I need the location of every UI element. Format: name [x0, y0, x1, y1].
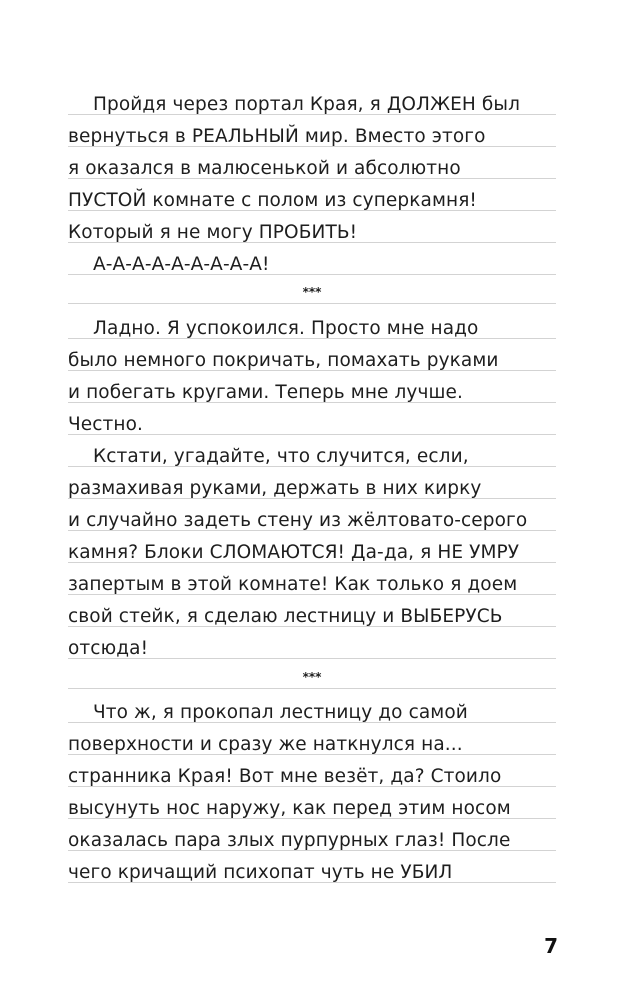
- text-line: чего кричащий психопат чуть не УБИЛ: [68, 862, 453, 883]
- text-line: Который я не могу ПРОБИТЬ!: [68, 222, 358, 243]
- scene-separator: ***: [302, 670, 322, 684]
- text-line: Что ж, я прокопал лестницу до самой: [93, 702, 468, 723]
- text-line: запертым в этой комнате! Как только я доем: [68, 574, 518, 595]
- text-line: поверхности и сразу же наткнулся на...: [68, 734, 463, 755]
- text-line: и побегать кругами. Теперь мне лучше.: [68, 382, 463, 403]
- text-line: размахивая руками, держать в них кирку: [68, 478, 482, 499]
- text-line: А-А-А-А-А-А-А-А-А!: [93, 254, 270, 275]
- text-line: камня? Блоки СЛОМАЮТСЯ! Да-да, я НЕ УМРУ: [68, 542, 520, 563]
- text-line: высунуть нос наружу, как перед этим носом: [68, 798, 511, 819]
- ruled-line: [68, 303, 556, 304]
- text-line: я оказался в малюсенькой и абсолютно: [68, 158, 461, 179]
- text-line: оказалась пара злых пурпурных глаз! После: [68, 830, 511, 851]
- text-line: Ладно. Я успокоился. Просто мне надо: [93, 318, 479, 339]
- text-line: и случайно задеть стену из жёлтовато-серого: [68, 510, 528, 531]
- ruled-line: [68, 688, 556, 689]
- text-line: свой стейк, я сделаю лестницу и ВЫБЕРУСЬ: [68, 606, 503, 627]
- text-line: отсюда!: [68, 638, 149, 659]
- text-line: ПУСТОЙ комнате с полом из суперкамня!: [68, 190, 477, 211]
- text-line: было немного покричать, помахать руками: [68, 350, 499, 371]
- scene-separator: ***: [302, 285, 322, 299]
- text-line: Честно.: [68, 414, 144, 435]
- text-line: странника Края! Вот мне везёт, да? Стоило: [68, 766, 502, 787]
- text-line: вернуться в РЕАЛЬНЫЙ мир. Вместо этого: [68, 126, 486, 147]
- text-line: Кстати, угадайте, что случится, если,: [93, 446, 469, 467]
- text-line: Пройдя через портал Края, я ДОЛЖЕН был: [93, 94, 521, 115]
- page-number: 7: [544, 934, 558, 958]
